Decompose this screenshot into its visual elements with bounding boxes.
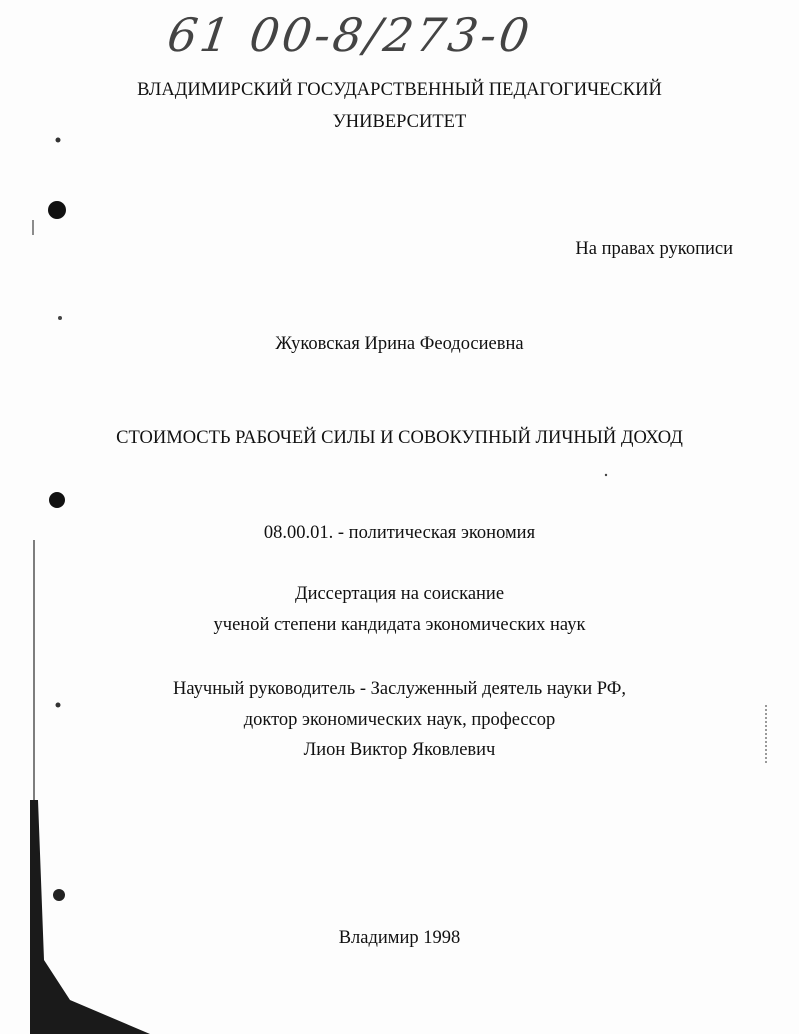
punch-hole (48, 201, 66, 219)
binding-shadow (30, 800, 150, 1034)
supervisor-line2: доктор экономических наук, профессор (243, 710, 556, 730)
handwritten-catalog-number: 61 00-8/273-0 (164, 8, 536, 62)
university-name-line1: ВЛАДИМИРСКИЙ ГОСУДАРСТВЕННЫЙ ПЕДАГОГИЧЕСКИЙ (137, 80, 662, 100)
scan-speck (56, 703, 61, 708)
university-name-line2: УНИВЕРСИТЕТ (332, 112, 467, 132)
punch-hole (49, 492, 65, 508)
scan-speck (56, 138, 61, 143)
city-year: Владимир 1998 (338, 928, 461, 948)
dissertation-line1: Диссертация на соискание (294, 584, 505, 604)
punch-hole (53, 889, 65, 901)
specialty-code: 08.00.01. - политическая экономия (263, 523, 536, 543)
scan-speck (58, 316, 62, 320)
author-name: Жуковская Ирина Феодосиевна (275, 334, 524, 354)
supervisor-name: Лион Виктор Яковлевич (303, 740, 496, 760)
supervisor-line1: Научный руководитель - Заслуженный деятель науки РФ, (173, 679, 626, 699)
dissertation-line2: ученой степени кандидата экономических наук (213, 615, 586, 635)
scan-speck (605, 474, 607, 476)
dissertation-title: СТОИМОСТЬ РАБОЧЕЙ СИЛЫ И СОВОКУПНЫЙ ЛИЧНЫЙ ДОХОД (116, 428, 683, 448)
manuscript-rights: На правах рукописи (575, 239, 733, 259)
